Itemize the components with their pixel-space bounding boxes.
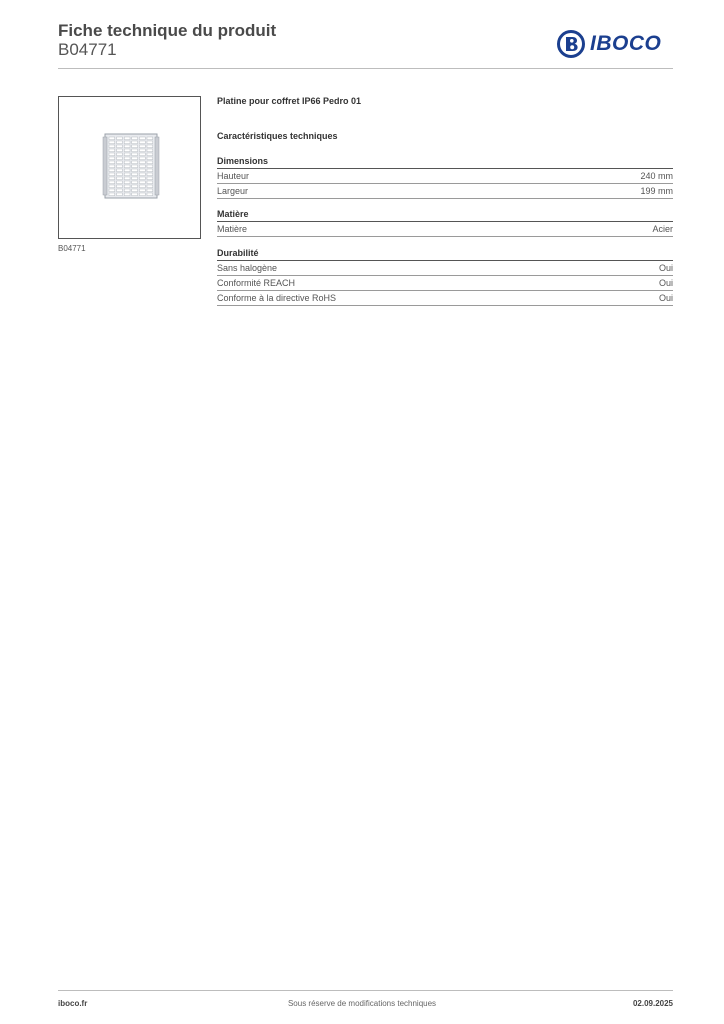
plate-slot: [109, 169, 115, 172]
plate-slot: [109, 161, 115, 164]
group-title: Matière: [217, 209, 673, 222]
plate-slot: [117, 153, 123, 156]
plate-slot: [117, 141, 123, 144]
plate-slot: [147, 161, 153, 164]
plate-slot: [109, 141, 115, 144]
plate-slot: [132, 157, 138, 160]
plate-slot: [132, 193, 138, 196]
group-title: Dimensions: [217, 156, 673, 169]
spec-value: 199 mm: [640, 186, 673, 196]
document-title: Fiche technique du produit: [58, 21, 277, 40]
plate-slot: [139, 189, 145, 192]
plate-slot: [117, 161, 123, 164]
plate-slot: [132, 165, 138, 168]
plate-slot: [117, 181, 123, 184]
spec-group-dimensions: [217, 156, 673, 199]
plate-slot: [132, 161, 138, 164]
plate-slot: [124, 153, 130, 156]
plate-slot: [117, 137, 123, 140]
plate-slot: [109, 165, 115, 168]
plate-slot: [139, 161, 145, 164]
plate-slot: [139, 177, 145, 180]
plate-slot: [147, 153, 153, 156]
plate-slot: [124, 173, 130, 176]
spec-label: Sans halogène: [217, 263, 278, 273]
plate-slot: [109, 153, 115, 156]
plate-slot: [124, 165, 130, 168]
plate-slot: [117, 177, 123, 180]
plate-slot: [124, 169, 130, 172]
plate-slot: [124, 149, 130, 152]
logo-wordmark: IBOCO: [590, 32, 662, 55]
plate-slot: [132, 149, 138, 152]
image-caption: B04771: [58, 244, 86, 253]
spec-label: Conformité REACH: [217, 278, 296, 288]
brand-logo: [557, 29, 673, 59]
plate-slot: [117, 173, 123, 176]
spec-value: Oui: [658, 278, 673, 288]
spec-group-material: [217, 209, 673, 237]
footer-divider: [58, 990, 673, 991]
plate-slot: [132, 153, 138, 156]
plate-slot: [117, 169, 123, 172]
plate-slot: [117, 185, 123, 188]
plate-slot: [147, 141, 153, 144]
plate-slot: [147, 181, 153, 184]
group-title: Durabilité: [217, 248, 673, 261]
product-code: B04771: [58, 40, 117, 59]
footer-disclaimer: Sous réserve de modifications techniques: [287, 999, 437, 1008]
plate-slot: [124, 185, 130, 188]
product-image-frame: [58, 96, 201, 239]
plate-slot: [117, 165, 123, 168]
footer-website: iboco.fr: [58, 999, 88, 1008]
plate-slot: [109, 137, 115, 140]
plate-slot: [139, 193, 145, 196]
plate-slot: [147, 193, 153, 196]
header-divider: [58, 68, 673, 69]
spec-group-durability: [217, 248, 673, 306]
plate-slot: [124, 189, 130, 192]
plate-slot: [139, 185, 145, 188]
spec-label: Hauteur: [217, 171, 250, 181]
plate-slot: [132, 145, 138, 148]
plate-slot: [109, 145, 115, 148]
plate-slot: [139, 149, 145, 152]
plate-slot: [147, 145, 153, 148]
section-title: Caractéristiques techniques: [217, 131, 338, 141]
plate-slot: [139, 157, 145, 160]
spec-label: Conforme à la directive RoHS: [217, 293, 337, 303]
plate-slot: [124, 177, 130, 180]
plate-slot: [132, 181, 138, 184]
plate-slot: [124, 137, 130, 140]
spec-row: [217, 291, 673, 306]
product-image: [59, 97, 200, 238]
plate-slot: [147, 157, 153, 160]
plate-slot: [124, 193, 130, 196]
plate-slot: [109, 193, 115, 196]
spec-value: Oui: [658, 263, 673, 273]
plate-slot: [109, 173, 115, 176]
spec-row: [217, 169, 673, 184]
plate-slot: [139, 145, 145, 148]
plate-slot: [109, 181, 115, 184]
plate-slot: [124, 161, 130, 164]
plate-slot: [147, 149, 153, 152]
spec-label: Matière: [217, 224, 248, 234]
footer-date: 02.09.2025: [632, 999, 673, 1008]
plate-slot: [139, 137, 145, 140]
plate-slot: [139, 169, 145, 172]
plate-slot: [132, 169, 138, 172]
plate-slot: [139, 141, 145, 144]
spec-value: Oui: [658, 293, 673, 303]
plate-slot: [139, 153, 145, 156]
plate-slot: [132, 185, 138, 188]
plate-slot: [147, 189, 153, 192]
iboco-logo-icon: [557, 30, 585, 58]
plate-slot: [124, 181, 130, 184]
plate-slot: [147, 169, 153, 172]
plate-slot: [132, 177, 138, 180]
plate-slot: [117, 149, 123, 152]
plate-slot: [117, 193, 123, 196]
plate-slot: [147, 137, 153, 140]
plate-slot: [109, 149, 115, 152]
plate-slot: [124, 157, 130, 160]
plate-slot: [124, 141, 130, 144]
plate-slot: [117, 157, 123, 160]
plate-slot: [147, 165, 153, 168]
plate-slot: [117, 189, 123, 192]
spec-row: [217, 276, 673, 291]
spec-value: Acier: [652, 224, 673, 234]
spec-label: Largeur: [217, 186, 249, 196]
product-name: Platine pour coffret IP66 Pedro 01: [217, 96, 362, 106]
plate-slot: [109, 185, 115, 188]
plate-slot: [132, 141, 138, 144]
plate-slot: [132, 189, 138, 192]
plate-slot: [124, 145, 130, 148]
plate-slot: [139, 173, 145, 176]
plate-slot: [109, 189, 115, 192]
plate-slot: [109, 177, 115, 180]
spec-row: [217, 222, 673, 237]
plate-slot: [109, 157, 115, 160]
spec-value: 240 mm: [640, 171, 673, 181]
plate-slot: [139, 181, 145, 184]
spec-row: [217, 261, 673, 276]
plate-slot: [139, 165, 145, 168]
plate-slot: [147, 185, 153, 188]
plate-slot: [132, 137, 138, 140]
plate-slot: [117, 145, 123, 148]
spec-row: [217, 184, 673, 199]
plate-slot: [147, 177, 153, 180]
plate-slot: [132, 173, 138, 176]
plate-slot: [147, 173, 153, 176]
